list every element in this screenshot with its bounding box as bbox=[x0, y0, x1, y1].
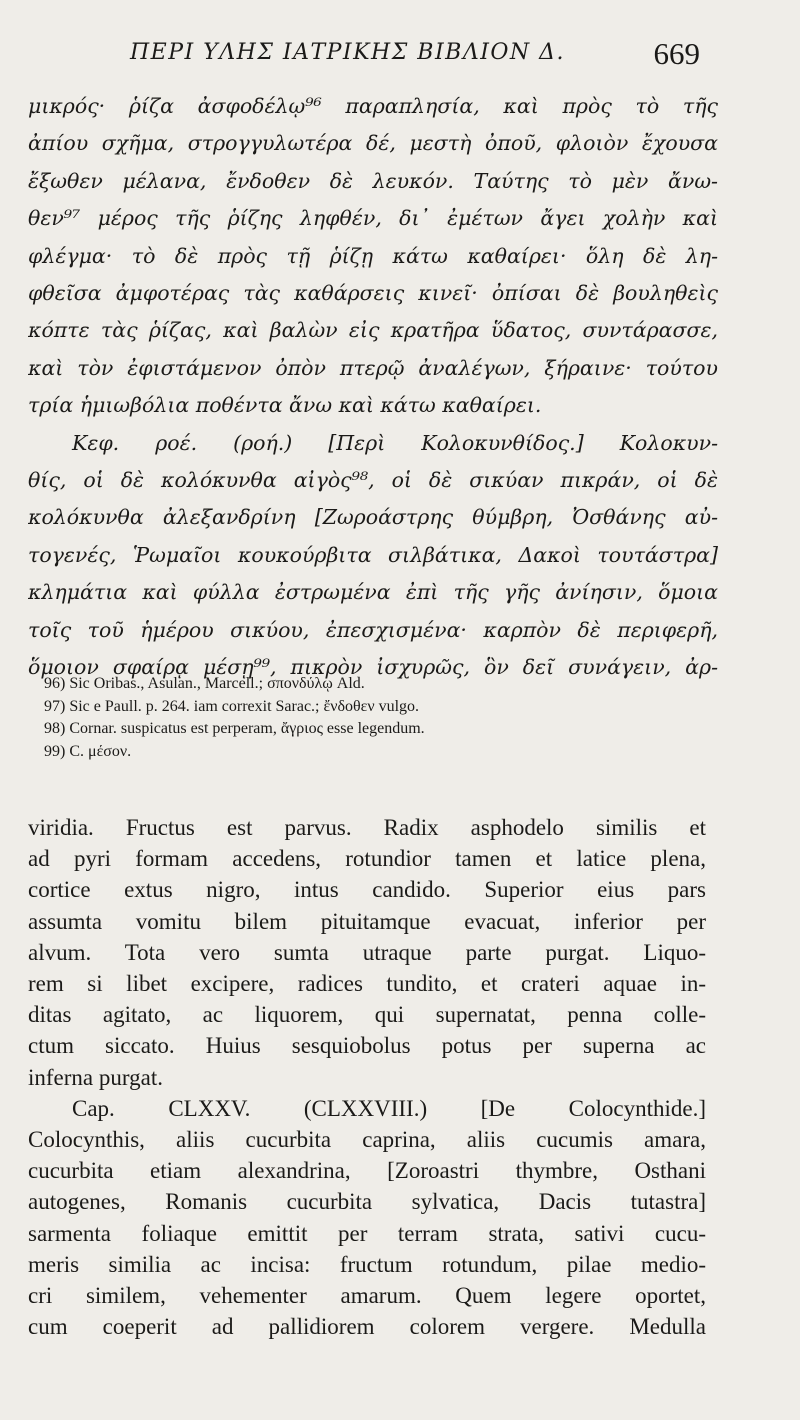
latin-line: cri similem, vehementer amarum. Quem legere oportet, bbox=[28, 1283, 706, 1309]
greek-line: φθεῖσα ἀμφοτέρας τὰς καθάρσεις κινεῖ· ὀπίσαι δὲ βουληθεὶς bbox=[28, 281, 718, 306]
greek-line: τρία ἡμιωβόλια ποθέντα ἄνω καὶ κάτω καθαίρει. bbox=[28, 393, 542, 418]
latin-line: Colocynthis, aliis cucurbita caprina, aliis cucumis amara, bbox=[28, 1127, 706, 1153]
running-head: ΠΕΡΙ ΥΛΗΣ ΙΑΤΡΙΚΗΣ ΒΙΒΛΙΟΝ Δ. bbox=[130, 40, 566, 65]
latin-chapter-heading: Cap. CLXXV. (CLXXVIII.) [De Colocynthide.] bbox=[72, 1095, 706, 1121]
greek-line: φλέγμα· τὸ δὲ πρὸς τῇ ῥίζῃ κάτω καθαίρει· ὅλη δὲ λη- bbox=[28, 243, 718, 268]
latin-text-block bbox=[28, 812, 706, 1342]
greek-line: θεν⁹⁷ μέρος τῆς ῥίζης ληφθέν, δι᾽ ἐμέτων ἄγει χολὴν καὶ bbox=[28, 206, 718, 231]
latin-line: alvum. Tota vero sumta utraque parte purgat. Liquo- bbox=[28, 939, 706, 965]
latin-line: cum coeperit ad pallidiorem colorem vergere. Medulla bbox=[28, 1314, 706, 1340]
footnote: 96) Sic Oribas., Asulan., Marcell.; σπονδύλῳ Ald. bbox=[44, 675, 365, 692]
latin-line: meris similia ac incisa: fructum rotundum, pilae medio- bbox=[28, 1251, 706, 1277]
greek-chapter-heading: Κεφ. ροέ. (ροή.) [Περὶ Κολοκυνθίδος.] Κολοκυν- bbox=[72, 430, 718, 455]
footnote: 98) Cornar. suspicatus est perperam, ἄγριος esse legendum. bbox=[44, 720, 425, 737]
footnotes bbox=[44, 673, 724, 763]
page-header bbox=[130, 36, 700, 76]
latin-line: ditas agitato, ac liquorem, qui supernatat, penna colle- bbox=[28, 1002, 706, 1028]
latin-line: cucurbita etiam alexandrina, [Zoroastri thymbre, Osthani bbox=[28, 1158, 706, 1184]
footnote: 97) Sic e Paull. p. 264. iam correxit Sarac.; ἔνδοθεν vulgo. bbox=[44, 697, 420, 715]
greek-line: κολόκυνθα ἀλεξανδρίνη [Ζωροάστρης θύμβρη, Ὀσθάνης αὐ- bbox=[28, 505, 718, 530]
latin-line: viridia. Fructus est parvus. Radix asphodelo similis et bbox=[28, 815, 706, 840]
greek-line: τοῖς τοῦ ἡμέρου σικύου, ἐπεσχισμένα· καρπὸν δὲ περιφερῆ, bbox=[28, 617, 718, 642]
footnote: 99) C. μέσον. bbox=[44, 742, 132, 760]
greek-line: ὅμοιον σφαίρᾳ μέσῃ⁹⁹, πικρὸν ἰσχυρῶς, ὃν δεῖ συνάγειν, ἀρ- bbox=[28, 655, 718, 680]
latin-line: inferna purgat. bbox=[28, 1064, 163, 1090]
latin-line: assumta vomitu bilem pituitamque evacuat, inferior per bbox=[28, 908, 706, 934]
latin-line: ctum siccato. Huius sesquiobolus potus per superna ac bbox=[28, 1033, 706, 1059]
latin-line: rem si libet excipere, radices tundito, et crateri aquae in- bbox=[28, 971, 706, 997]
greek-line: θίς, οἱ δὲ κολόκυνθα αἰγὸς⁹⁸, οἱ δὲ σικύαν πικράν, οἱ δὲ bbox=[28, 468, 718, 493]
latin-line: ad pyri formam accedens, rotundior tamen et latice plena, bbox=[28, 846, 706, 872]
greek-line: μικρός· ῥίζα ἀσφοδέλῳ⁹⁶ παραπλησία, καὶ πρὸς τὸ τῆς bbox=[28, 94, 718, 118]
greek-line: τογενές, Ῥωμαῖοι κουκούρβιτα σιλβάτικα, Δακοὶ τουτάστρα] bbox=[28, 542, 718, 567]
greek-line: κλημάτια καὶ φύλλα ἐστρωμένα ἐπὶ τῆς γῆς ἀνίησιν, ὅμοια bbox=[28, 580, 718, 605]
latin-line: autogenes, Romanis cucurbita sylvatica, Dacis tutastra] bbox=[28, 1189, 706, 1215]
greek-line: καὶ τὸν ἐφιστάμενον ὀπὸν πτερῷ ἀναλέγων, ξήραινε· τούτου bbox=[28, 355, 718, 380]
latin-line: sarmenta foliaque emittit per terram strata, sativi cucu- bbox=[28, 1220, 706, 1246]
greek-line: ἀπίου σχῆμα, στρογγυλωτέρα δέ, μεστὴ ὀποῦ, φλοιὸν ἔχουσα bbox=[28, 131, 718, 156]
page-number: 669 bbox=[653, 36, 700, 71]
greek-text-block bbox=[28, 88, 718, 687]
latin-line: cortice extus nigro, intus candido. Superior eius pars bbox=[28, 877, 706, 903]
greek-line: κόπτε τὰς ῥίζας, καὶ βαλὼν εἰς κρατῆρα ὕδατος, συντάρασσε, bbox=[28, 318, 718, 343]
greek-line: ἔξωθεν μέλανα, ἔνδοθεν δὲ λευκόν. Ταύτης τὸ μὲν ἄνω- bbox=[28, 168, 718, 193]
